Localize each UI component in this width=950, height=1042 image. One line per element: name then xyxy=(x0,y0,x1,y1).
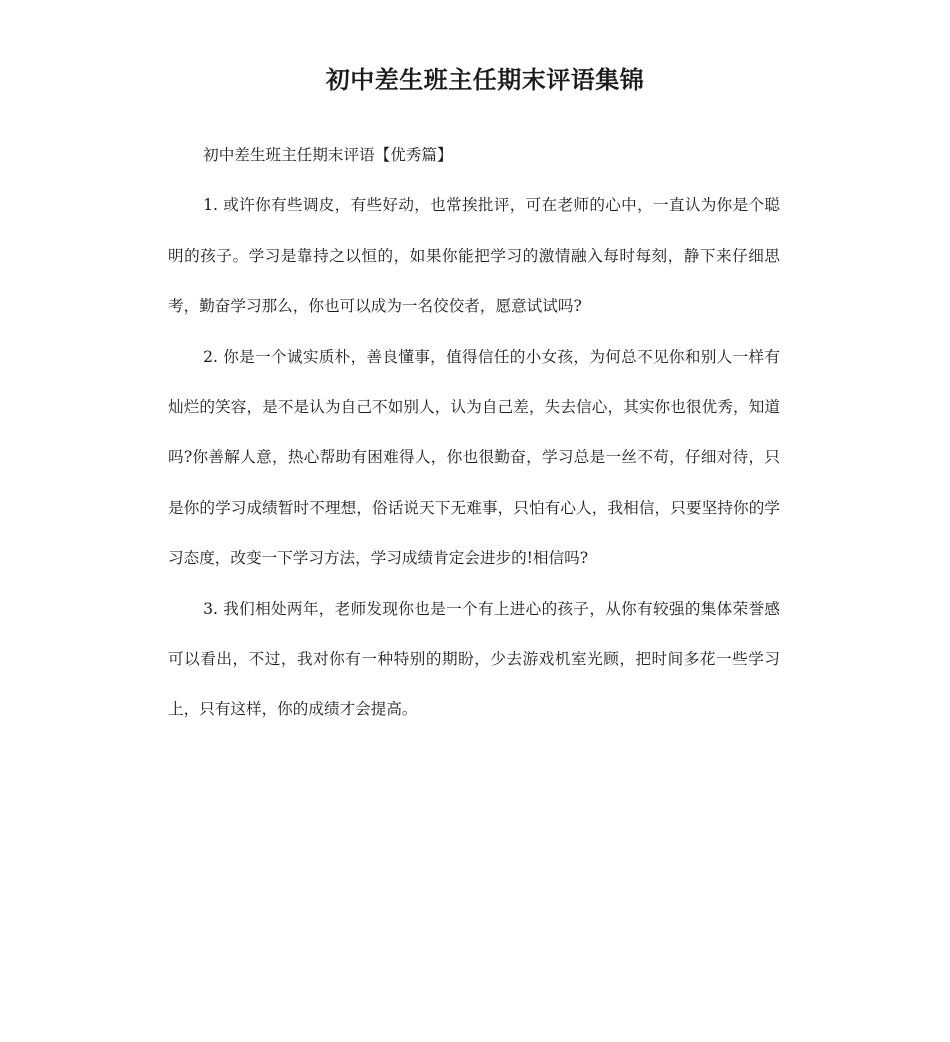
paragraph-1: 1. 或许你有些调皮，有些好动，也常挨批评，可在老师的心中，一直认为你是个聪明的孩子。学习是靠持之以恒的，如果你能把学习的激情融入每时每刻，静下来仔细思考，勤奋学习那么，你也可以成为一名佼佼者，愿意试试吗? xyxy=(168,196,780,316)
document-title: 初中差生班主任期末评语集锦 xyxy=(325,66,645,94)
paragraph-2: 2. 你是一个诚实质朴，善良懂事，值得信任的小女孩，为何总不见你和别人一样有灿烂的笑容，是不是认为自己不如别人，认为自己差，失去信心，其实你也很优秀，知道吗?你善解人意，热心帮助有困难得人，你也很勤奋，学习总是一丝不苟，仔细对待，只是你的学习成绩暂时不理想，俗话说天下无难事，只怕有心人，我相信，只要坚持你的学习态度，改变一下学习方法，学习成绩肯定会进步的!相信吗? xyxy=(168,347,780,568)
section-heading: 初中差生班主任期末评语【优秀篇】 xyxy=(203,146,453,164)
document-body xyxy=(168,130,780,735)
paragraph-3: 3. 我们相处两年，老师发现你也是一个有上进心的孩子，从你有较强的集体荣誉感可以看出，不过，我对你有一种特别的期盼，少去游戏机室光顾，把时间多花一些学习上，只有这样，你的成绩才会提高。 xyxy=(168,599,780,719)
